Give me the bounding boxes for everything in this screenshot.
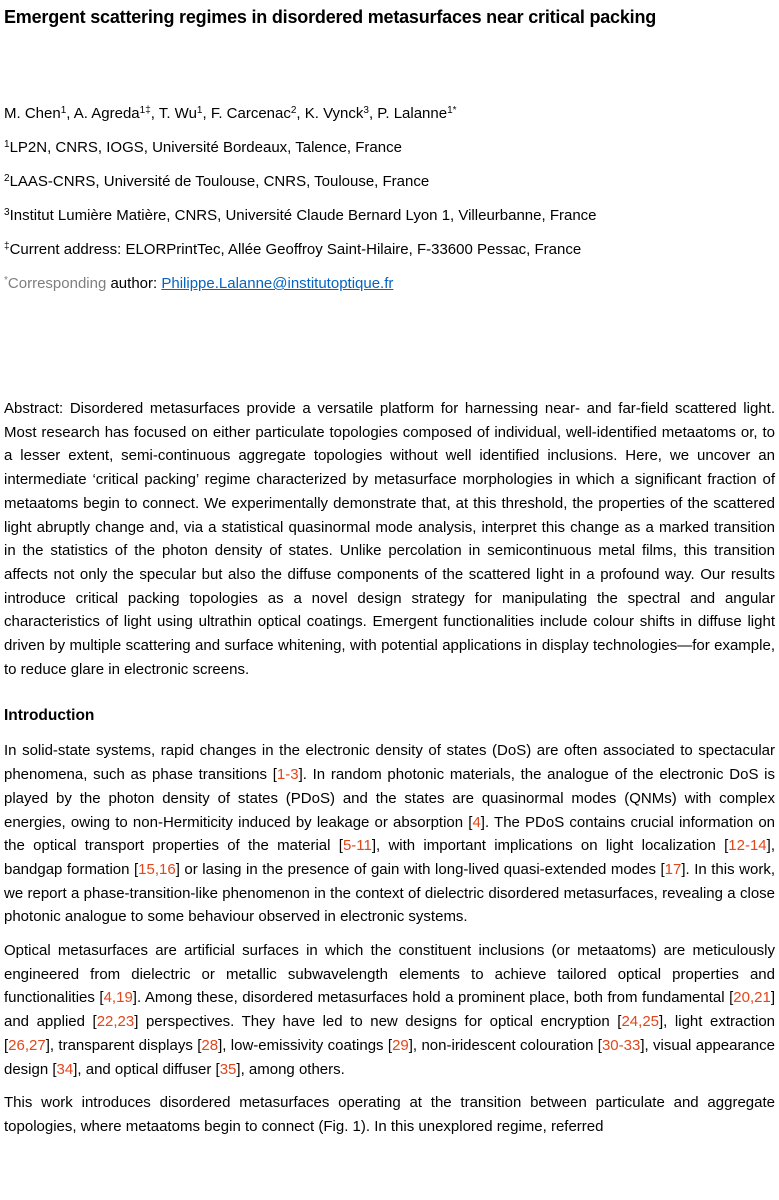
text-run: ], visual appearance design [	[4, 1036, 775, 1078]
text-run: , F. Carcenac	[202, 105, 291, 122]
email-link[interactable]: Philippe.Lalanne@institutoptique.fr	[161, 275, 394, 292]
text-run: , K. Vynck	[296, 105, 364, 122]
text-run: ], with important implications on light localization [	[371, 837, 729, 855]
text-run: ], and optical diffuser [	[73, 1060, 220, 1078]
text-run: ], bandgap formation [	[4, 837, 775, 878]
text-run: Abstract: Disordered metasurfaces provide a versatile platform for harnessing near- and far-field scattered light. Most research has focused on either particulate topologies composed of individual, well-identified metaatoms or, to a lesser extent, semi-continuous aggregate topologies without well identified inclusions. Here, we uncover an intermediate ‘critical packing’ regime characterized by metasurface morphologies in which a significant fraction of metaatoms begin to connect. We experimentally demonstrate that, at this threshold, the properties of the scattered light abruptly change and, via a statistical quasinormal mode analysis, interpret this change as a marked transition in the statistics of the photon density of states. Unlike percolation in semicontinuous metal films, this transition affects not only the specular but also the diffuse components of the scattered light in a profound way. Our results introduce critical packing topologies as a novel design strategy for manipulating the spectral and angular characteristics of light using ultrathin optical coatings. Emergent functionalities include colour shifts in diffuse light driven by multiple scattering and surface whitening, with potential applications in display technologies—for example, to reduce glare in electronic screens.	[4, 400, 775, 678]
superscript: 1‡	[139, 105, 151, 116]
text-run: In solid-state systems, rapid changes in the electronic density of states (DoS) are often associated to spectacular phenomena, such as phase transitions [	[4, 742, 775, 784]
citation: 29	[392, 1036, 409, 1054]
corresponding-author-line	[4, 274, 775, 293]
text-run: , T. Wu	[150, 105, 197, 122]
citation: 4	[472, 813, 481, 831]
text-run: , P. Lalanne	[368, 105, 448, 122]
citation: 34	[56, 1060, 74, 1078]
text-run: ]. In random photonic materials, the analogue of the electronic DoS is played by the photon density of states (PDoS) and the states are quasinormal modes (QNMs) with complex energies, owing to non-Hermiticity induced by leakage or absorption [	[4, 766, 775, 831]
text-run: Optical metasurfaces are artificial surfaces in which the constituent inclusions (or metaatoms) are meticulously engineered from dielectric or metallic subwavelength elements to achieve tailored optical properties and functionalities [	[4, 942, 775, 1007]
citation: 35	[219, 1060, 237, 1078]
intro-paragraph-3	[4, 1091, 775, 1138]
affiliation-1	[4, 138, 775, 157]
text-run: M. Chen	[4, 105, 61, 122]
author-line	[4, 104, 775, 123]
citation: 15,16	[138, 860, 176, 878]
superscript: 1	[60, 105, 67, 116]
superscript: 2	[290, 105, 297, 116]
superscript: ‡	[4, 241, 10, 252]
superscript: 1	[196, 105, 203, 116]
text-run: Institut Lumière Matière, CNRS, Université Claude Bernard Lyon 1, Villeurbanne, France	[9, 207, 597, 224]
text-run: ] and applied [	[4, 989, 775, 1031]
superscript: 3	[363, 105, 369, 116]
affiliation-3	[4, 206, 775, 225]
citation: 26,27	[8, 1036, 46, 1054]
introduction-heading: Introduction	[4, 707, 95, 725]
current-address	[4, 240, 775, 259]
abstract-paragraph	[4, 397, 775, 681]
citation: 28	[201, 1036, 219, 1054]
text-run: author:	[110, 275, 162, 292]
text-run: This work introduces disordered metasurfaces operating at the transition between particulate and aggregate topologies, where metaatoms begin to connect (Fig. 1). In this unexplored regime, referred	[4, 1094, 775, 1135]
text-run: , A. Agreda	[66, 105, 140, 122]
citation: 30-33	[601, 1036, 641, 1054]
text-run: ] or lasing in the presence of gain with long-lived quasi-extended modes [	[175, 860, 665, 878]
citation: 17	[664, 860, 682, 878]
intro-paragraph-2	[4, 939, 775, 1081]
superscript: 3	[4, 207, 10, 218]
superscript: 1*	[447, 105, 457, 116]
citation: 1-3	[276, 766, 299, 784]
text-run: ], among others.	[236, 1060, 345, 1078]
citation: 5-11	[342, 837, 372, 855]
text-run: LAAS-CNRS, Université de Toulouse, CNRS, Toulouse, France	[9, 173, 430, 190]
superscript: 2	[4, 173, 10, 184]
superscript: *	[4, 275, 8, 286]
text-run: Corresponding	[7, 275, 111, 292]
citation: 22,23	[96, 1013, 135, 1031]
text-run: ]. In this work, we report a phase-transition-like phenomenon in the context of dielectric disordered metasurfaces, revealing a close photonic analogue to some behaviour observed in electronic systems.	[4, 860, 775, 926]
text-run: ], light extraction [	[4, 1013, 776, 1054]
text-run: ], non-iridescent colouration [	[408, 1036, 602, 1054]
paper-title: Emergent scattering regimes in disordered metasurfaces near critical packing	[4, 7, 657, 27]
text-run: LP2N, CNRS, IOGS, Université Bordeaux, Talence, France	[9, 139, 402, 156]
citation: 20,21	[733, 989, 771, 1007]
text-run: Current address: ELORPrintTec, Allée Geoffroy Saint-Hilaire, F-33600 Pessac, France	[9, 241, 582, 258]
citation: 12-14	[728, 837, 767, 855]
text-run: ]. Among these, disordered metasurfaces hold a prominent place, both from fundamental [	[132, 989, 734, 1007]
citation: 4,19	[103, 989, 133, 1007]
citation: 24,25	[621, 1013, 660, 1031]
text-run: ]. The PDoS contains crucial information on the optical transport properties of the material [	[4, 813, 776, 855]
superscript: 1	[4, 139, 10, 150]
text-run: ], transparent displays [	[45, 1036, 202, 1054]
intro-paragraph-1	[4, 739, 775, 929]
text-run: ] perspectives. They have led to new designs for optical encryption [	[134, 1013, 622, 1031]
affiliation-2	[4, 172, 775, 191]
text-run: ], low-emissivity coatings [	[218, 1036, 393, 1054]
